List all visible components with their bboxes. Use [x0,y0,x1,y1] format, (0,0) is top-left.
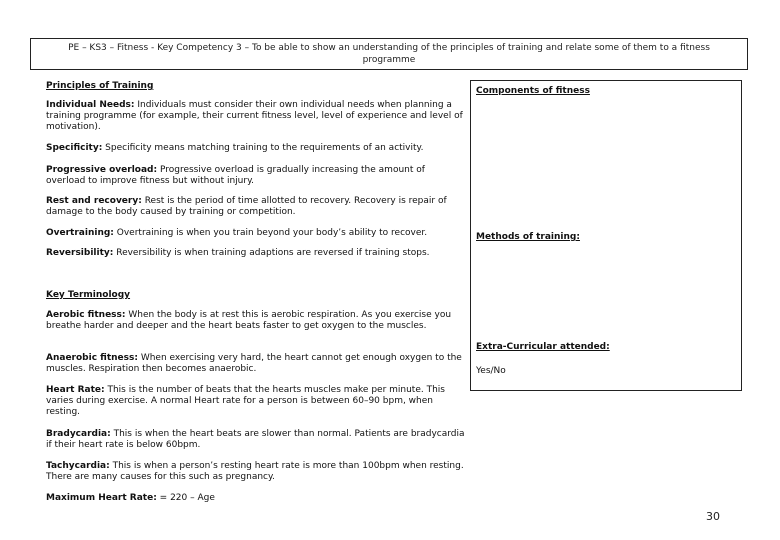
header-line-2: programme [362,55,416,65]
principle-text: Rest is the period of time allotted to recovery. Recovery is repair of damage to the body caused by training or competition. [46,196,447,217]
principle-text: Overtraining is when you train beyond your body’s ability to recover. [113,228,428,238]
principles-heading: Principles of Training [46,81,154,91]
term-bradycardia [46,429,466,451]
terminology-heading: Key Terminology [46,290,131,300]
principle-progressive-overload [46,165,466,187]
term-label: Aerobic fitness: [46,310,126,320]
term-label: Bradycardia: [46,429,111,439]
methods-heading: Methods of training: [476,232,580,242]
term-text: This is the number of beats that the hearts muscles make per minute. This varies during exercise. A normal Heart rate for a person is between 60–90 bpm, when resting. [46,385,445,417]
term-text: This is when the heart beats are slower than normal. Patients are bradycardia if their heart rate is below 60bpm. [46,429,465,450]
principle-text: Specificity means matching training to the requirements of an activity. [102,143,424,153]
principle-text: Individuals must consider their own individual needs when planning a training programme (for example, their current fitness level, level of experience and level of motivation). [46,100,463,132]
principle-term: Reversibility: [46,248,114,258]
principle-term: Overtraining: [46,228,114,238]
principle-term: Rest and recovery: [46,196,142,206]
principle-text: Reversibility is when training adaptions are reversed if training stops. [113,248,430,258]
term-anaerobic-fitness [46,353,466,375]
term-text: = 220 – Age [156,493,215,503]
extra-curricular-value: Yes/No [476,366,506,376]
principle-rest-recovery [46,196,466,218]
principle-individual-needs [46,100,466,133]
term-aerobic-fitness [46,310,466,332]
principle-term: Specificity: [46,143,103,153]
extra-curricular-heading: Extra-Curricular attended: [476,342,610,352]
term-text: When exercising very hard, the heart cannot get enough oxygen to the muscles. Respiration then becomes anaerobic. [46,353,462,374]
term-label: Heart Rate: [46,385,105,395]
term-text: This is when a person’s resting heart rate is more than 100bpm when resting. There are many causes for this such as pregnancy. [46,461,464,482]
principle-specificity [46,143,466,154]
principle-reversibility [46,248,466,259]
term-label: Maximum Heart Rate: [46,493,157,503]
components-heading: Components of fitness [476,86,590,96]
principle-overtraining [46,228,466,239]
header-line-1: PE – KS3 – Fitness - Key Competency 3 – To be able to show an understanding of the principles of training and relate some of them to a fitness [68,43,710,53]
term-maximum-heart-rate [46,493,466,504]
principle-term: Progressive overload: [46,165,158,175]
right-panel [470,80,742,391]
term-text: When the body is at rest this is aerobic respiration. As you exercise you breathe harder and deeper and the heart beats faster to get oxygen to the muscles. [46,310,452,331]
principle-term: Individual Needs: [46,100,135,110]
page-number: 30 [706,510,720,523]
principle-text: Progressive overload is gradually increasing the amount of overload to improve fitness but without injury. [46,165,425,186]
header-box [30,38,748,70]
term-tachycardia [46,461,466,483]
term-label: Anaerobic fitness: [46,353,138,363]
term-label: Tachycardia: [46,461,110,471]
term-heart-rate [46,385,466,418]
